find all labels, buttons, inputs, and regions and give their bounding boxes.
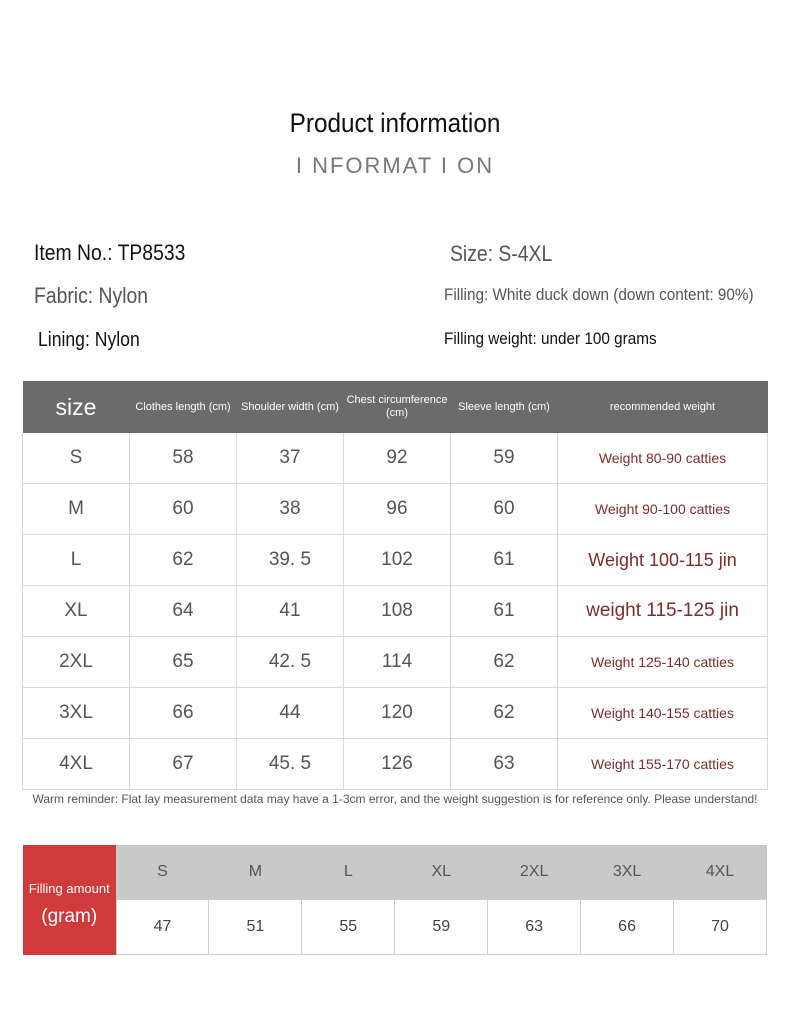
cell-clothes-length: 62 xyxy=(130,535,237,586)
filling-value-4xl: 70 xyxy=(674,900,767,955)
filling-value-l: 55 xyxy=(302,900,395,955)
header-recommended-weight: recommended weight xyxy=(558,381,768,433)
cell-shoulder-width: 42. 5 xyxy=(237,637,344,688)
page-title: Product information xyxy=(289,108,501,138)
table-row xyxy=(23,586,768,637)
header-shoulder-width: Shoulder width (cm) xyxy=(237,381,344,433)
cell-clothes-length: 64 xyxy=(130,586,237,637)
cell-size: M xyxy=(23,484,130,535)
header-clothes-length: Clothes length (cm) xyxy=(130,381,237,433)
filling-size-s: S xyxy=(116,845,209,900)
cell-chest: 120 xyxy=(344,688,451,739)
filling-value-3xl: 66 xyxy=(581,900,674,955)
header-chest-circumference: Chest circumference (cm) xyxy=(344,381,451,433)
cell-recommended-weight: Weight 90-100 catties xyxy=(558,484,768,535)
cell-shoulder-width: 45. 5 xyxy=(237,739,344,790)
item-number: Item No.: TP8533 xyxy=(34,240,186,265)
cell-size: 3XL xyxy=(23,688,130,739)
filling-size-3xl: 3XL xyxy=(581,845,674,900)
filling-amount-label xyxy=(23,845,116,955)
cell-size: L xyxy=(23,535,130,586)
cell-shoulder-width: 37 xyxy=(237,433,344,484)
cell-chest: 108 xyxy=(344,586,451,637)
filling-amount-label-top: Filling amount xyxy=(28,881,110,897)
cell-recommended-weight: Weight 155-170 catties xyxy=(558,739,768,790)
table-row xyxy=(23,484,768,535)
cell-clothes-length: 66 xyxy=(130,688,237,739)
header-sleeve-length: Sleeve length (cm) xyxy=(451,381,558,433)
cell-recommended-weight: Weight 80-90 catties xyxy=(558,433,768,484)
cell-chest: 102 xyxy=(344,535,451,586)
cell-chest: 126 xyxy=(344,739,451,790)
cell-sleeve: 63 xyxy=(451,739,558,790)
table-row xyxy=(23,688,768,739)
cell-shoulder-width: 41 xyxy=(237,586,344,637)
filling-value-xl: 59 xyxy=(395,900,488,955)
warm-reminder: Warm reminder: Flat lay measurement data may have a 1-3cm error, and the weight suggestion is for reference only. Please understand! xyxy=(32,792,758,806)
table-row xyxy=(23,637,768,688)
cell-shoulder-width: 39. 5 xyxy=(237,535,344,586)
cell-clothes-length: 65 xyxy=(130,637,237,688)
cell-size: 4XL xyxy=(23,739,130,790)
filling-value-s: 47 xyxy=(116,900,209,955)
cell-shoulder-width: 44 xyxy=(237,688,344,739)
cell-size: S xyxy=(23,433,130,484)
filling-amount-label-unit: (gram) xyxy=(41,906,98,928)
filling-value-2xl: 63 xyxy=(488,900,581,955)
cell-sleeve: 59 xyxy=(451,433,558,484)
filling-weight: Filling weight: under 100 grams xyxy=(444,329,657,348)
cell-size: 2XL xyxy=(23,637,130,688)
filling-amount-table xyxy=(23,845,767,955)
page-subtitle: I NFORMAT I ON xyxy=(295,153,495,178)
filling-size-xl: XL xyxy=(395,845,488,900)
filling-size-row xyxy=(23,845,767,900)
cell-size: XL xyxy=(23,586,130,637)
cell-clothes-length: 58 xyxy=(130,433,237,484)
fabric: Fabric: Nylon xyxy=(34,283,149,308)
header-size: size xyxy=(23,381,130,433)
filling-value-m: 51 xyxy=(209,900,302,955)
cell-sleeve: 61 xyxy=(451,535,558,586)
cell-recommended-weight: Weight 125-140 catties xyxy=(558,637,768,688)
cell-chest: 114 xyxy=(344,637,451,688)
cell-recommended-weight: weight 115-125 jin xyxy=(558,586,768,637)
size-chart-table xyxy=(22,381,768,790)
filling-size-m: M xyxy=(209,845,302,900)
size-range: Size: S-4XL xyxy=(450,241,553,266)
cell-sleeve: 62 xyxy=(451,688,558,739)
cell-sleeve: 61 xyxy=(451,586,558,637)
filling-size-4xl: 4XL xyxy=(674,845,767,900)
table-row xyxy=(23,433,768,484)
lining: Lining: Nylon xyxy=(38,329,140,351)
filling: Filling: White duck down (down content: 90%) xyxy=(444,285,754,304)
cell-sleeve: 60 xyxy=(451,484,558,535)
cell-recommended-weight: Weight 140-155 catties xyxy=(558,688,768,739)
filling-value-row xyxy=(23,900,767,955)
cell-sleeve: 62 xyxy=(451,637,558,688)
cell-shoulder-width: 38 xyxy=(237,484,344,535)
table-row xyxy=(23,739,768,790)
table-row xyxy=(23,535,768,586)
cell-clothes-length: 60 xyxy=(130,484,237,535)
cell-clothes-length: 67 xyxy=(130,739,237,790)
cell-chest: 92 xyxy=(344,433,451,484)
filling-size-l: L xyxy=(302,845,395,900)
cell-chest: 96 xyxy=(344,484,451,535)
filling-size-2xl: 2XL xyxy=(488,845,581,900)
cell-recommended-weight: Weight 100-115 jin xyxy=(558,535,768,586)
size-chart-header-row xyxy=(23,381,768,433)
